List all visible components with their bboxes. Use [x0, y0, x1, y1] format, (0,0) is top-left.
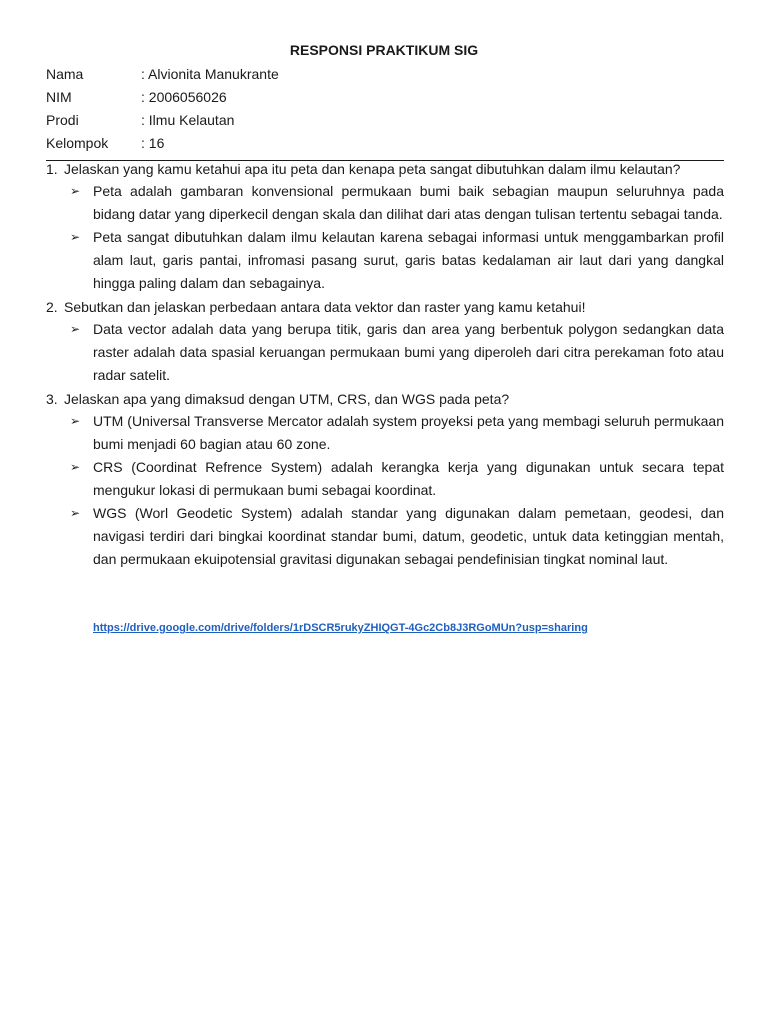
answer-text: Peta sangat dibutuhkan dalam ilmu kelautan karena sebagai informasi untuk menggambarkan profil alam laut, garis pantai, infromasi pasang surut, garis batas kedalaman air laut dari yang dangkal hingga paling dalam dan sebagainya. — [93, 229, 724, 291]
answer-text: Data vector adalah data yang berupa titik, garis dan area yang berbentuk polygon sedangkan data raster adalah data spasial keruangan permukaan bumi yang diperoleh dari citra perekaman foto atau radar satelit. — [93, 321, 724, 383]
question-1 — [46, 158, 724, 180]
question-number: 2. — [46, 299, 58, 315]
arrow-bullet-icon: ➢ — [70, 414, 81, 428]
info-row-prodi — [46, 110, 726, 133]
arrow-bullet-icon: ➢ — [70, 230, 81, 244]
answer-item — [70, 318, 724, 387]
answer-item — [70, 180, 724, 226]
document-title: RESPONSI PRAKTIKUM SIG — [289, 42, 479, 58]
student-info — [46, 64, 726, 156]
info-row-nama — [46, 64, 726, 87]
question-list — [46, 157, 724, 571]
arrow-bullet-icon: ➢ — [70, 506, 81, 520]
question-number: 1. — [46, 161, 58, 177]
question-text: Jelaskan yang kamu ketahui apa itu peta dan kenapa peta sangat dibutuhkan dalam ilmu kelautan? — [64, 161, 681, 177]
arrow-bullet-icon: ➢ — [70, 460, 81, 474]
info-label: NIM — [46, 89, 72, 105]
question-text: Jelaskan apa yang dimaksud dengan UTM, CRS, dan WGS pada peta? — [64, 391, 510, 407]
info-row-kelompok — [46, 133, 726, 156]
info-value: : 2006056026 — [141, 89, 227, 105]
answer-text: Peta adalah gambaran konvensional permukaan bumi baik sebagian maupun seluruhnya pada bidang datar yang diperkecil dengan skala dan dilihat dari atas dengan tulisan tertentu sebagai tanda. — [93, 183, 724, 222]
info-value: : 16 — [141, 135, 165, 151]
arrow-bullet-icon: ➢ — [70, 184, 81, 198]
answer-item — [70, 410, 724, 456]
info-label: Kelompok — [46, 135, 109, 151]
question-2 — [46, 296, 724, 318]
answer-text: WGS (Worl Geodetic System) adalah standar yang digunakan dalam pemetaan, geodesi, dan navigasi terdiri dari bingkai koordinat standar bumi, datum, geodetic, untuk data ketinggian mentah, dan permukaan ekuipotensial gravitasi digunakan sebagai pendefinisian tingkat nominal laut. — [93, 505, 724, 567]
answer-text: UTM (Universal Transverse Mercator adalah system proyeksi peta yang membagi seluruh permukaan bumi menjadi 60 bagian atau 60 zone. — [93, 413, 724, 452]
question-number: 3. — [46, 391, 58, 407]
info-value: : Ilmu Kelautan — [141, 112, 235, 128]
answer-item — [70, 456, 724, 502]
question-3 — [46, 388, 724, 410]
info-row-nim — [46, 87, 726, 110]
info-label: Nama — [46, 66, 84, 82]
drive-folder-link[interactable]: https://drive.google.com/drive/folders/1rDSCR5rukyZHIQGT-4Gc2Cb8J3RGoMUn?usp=sharing — [93, 622, 588, 634]
question-text: Sebutkan dan jelaskan perbedaan antara data vektor dan raster yang kamu ketahui! — [64, 299, 586, 315]
info-label: Prodi — [46, 112, 79, 128]
answer-item — [70, 226, 724, 295]
answer-text: CRS (Coordinat Refrence System) adalah kerangka kerja yang digunakan untuk secara tepat mengukur lokasi di permukaan bumi sebagai koordinat. — [93, 459, 724, 498]
info-value: : Alvionita Manukrante — [141, 66, 279, 82]
answer-item — [70, 502, 724, 571]
arrow-bullet-icon: ➢ — [70, 322, 81, 336]
